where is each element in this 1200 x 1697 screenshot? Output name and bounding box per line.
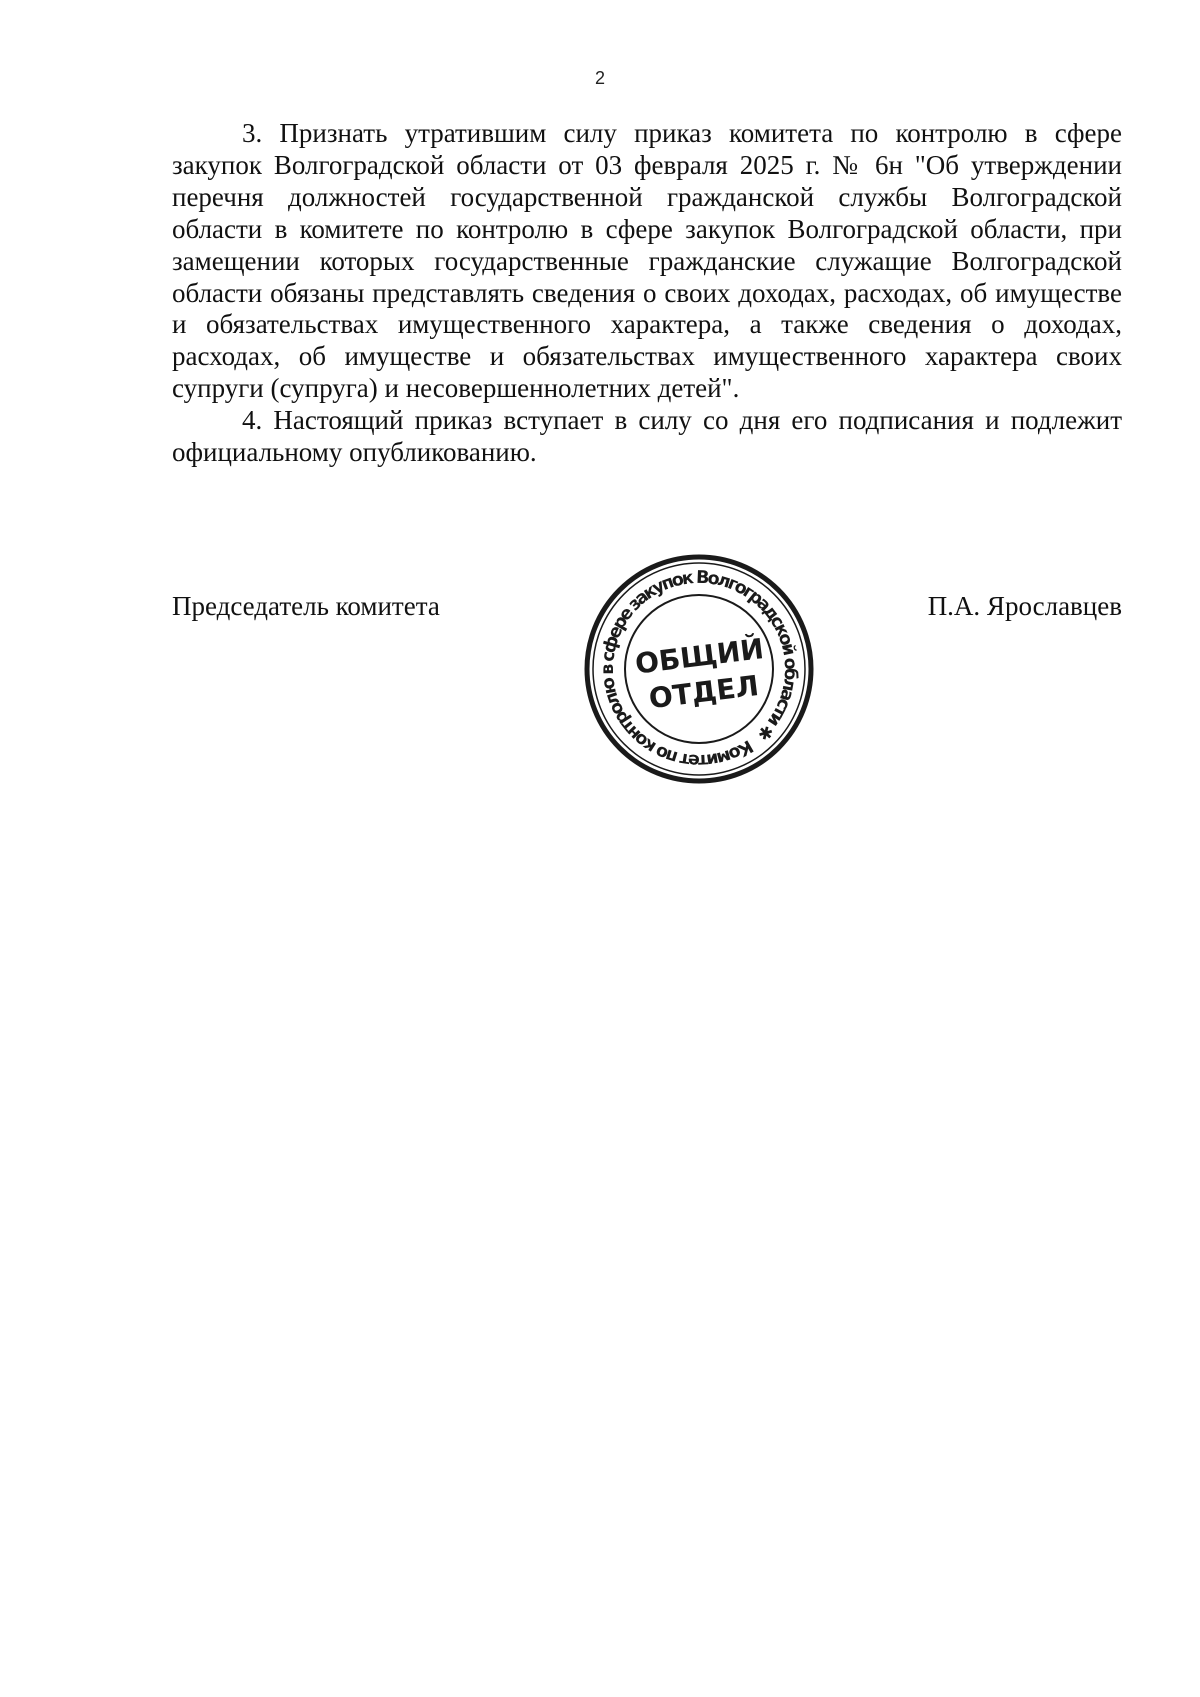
official-seal-stamp xyxy=(582,552,816,786)
signatory-name: П.А. Ярославцев xyxy=(927,591,1122,621)
seal-graphic xyxy=(582,552,816,786)
paragraph-3: 3. Признать утратившим силу приказ комитета по контролю в сфере закупок Волгоградской области от 03 февраля 2025 г. № 6н "Об утверждении перечня должностей государственной гражданской службы Волгоградской области в комитете по контролю в сфере закупок Волгоградской области, при замещении которых государственные гражданские служащие Волгоградской области обязаны представлять сведения о своих доходах, расходах, об имуществе и обязательствах имущественного характера, а также сведения о доходах, расходах, об имуществе и обязательствах имущественного характера своих супруги (супруга) и несовершеннолетних детей". xyxy=(172,118,1122,404)
page-number: 2 xyxy=(594,68,605,88)
paragraph-4: 4. Настоящий приказ вступает в силу со дня его подписания и подлежит официальному опубликованию. xyxy=(172,405,1122,468)
seal-ring-text: Комитет по контролю в сфере закупок Волгоградской области ✱ xyxy=(597,567,801,771)
seal-center-line2: ОТДЕЛ xyxy=(647,668,761,716)
signatory-title: Председатель комитета xyxy=(172,591,440,621)
seal-center-line1: ОБЩИЙ xyxy=(633,632,766,681)
document-body xyxy=(172,118,1122,469)
